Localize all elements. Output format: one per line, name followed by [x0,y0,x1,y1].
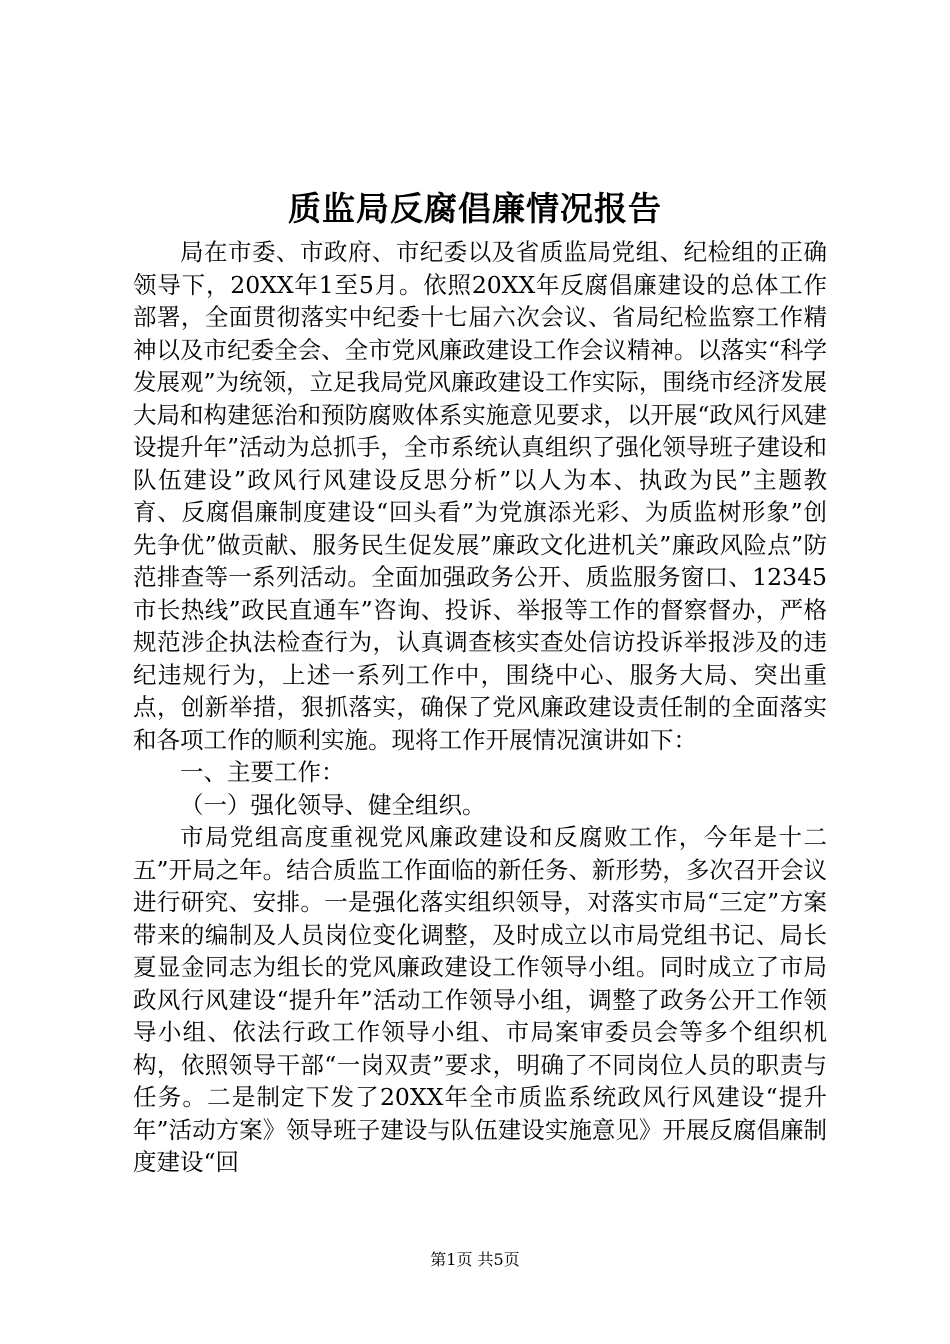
section-heading-main-work: 一、主要工作： [180,758,345,786]
paragraph-leadership: 市局党组高度重视党风廉政建设和反腐败工作，今年是十二五”开局之年。结合质监工作面临的新任务、新形势，多次召开会议进行研究、安排。一是强化落实组织领导，对落实市局“三定”方案带来的编制及人员岗位变化调整，及时成立以市局党组书记、局长夏显金同志为组长的党风廉政建设工作领导小组。同时成立了市局政风行风建设“提升年”活动工作领导小组，调整了政务公开工作领导小组、依法行政工作领导小组、市局案审委员会等多个组织机构，依照领导干部“一岗双责”要求，明确了不同岗位人员的职责与任务。二是制定下发了20XX年全市质监系统政风行风建设“提升年”活动方案》领导班子建设与队伍建设实施意见》开展反腐倡廉制度建设“回 [133,823,827,1176]
paragraph-intro: 局在市委、市政府、市纪委以及省质监局党组、纪检组的正确领导下，20XX年1至5月。依照20XX年反腐倡廉建设的总体工作部署，全面贯彻落实中纪委十七届六次会议、省局纪检监察工作精神以及市纪委全会、全市党风廉政建设工作会议精神。以落实“科学发展观”为统领，立足我局党风廉政建设工作实际，围绕市经济发展大局和构建惩治和预防腐败体系实施意见要求，以开展“政风行风建设提升年”活动为总抓手，全市系统认真组织了强化领导班子建设和队伍建设”政风行风建设反思分析”以人为本、执政为民”主题教育、反腐倡廉制度建设“回头看”为党旗添光彩、为质监树形象”创先争优”做贡献、服务民生促发展”廉政文化进机关”廉政风险点”防范排查等一系列活动。全面加强政务公开、质监服务窗口、12345市长热线”政民直通车”咨询、投诉、举报等工作的督察督办，严格规范涉企执法检查行为，认真调查核实查处信访投诉举报涉及的违纪违规行为，上述一系列工作中，围绕中心、服务大局、突出重点，创新举措，狠抓落实，确保了党风廉政建设责任制的全面落实和各项工作的顺利实施。现将工作开展情况演讲如下： [133,238,827,754]
subsection-heading-leadership: （一）强化领导、健全组织。 [180,790,486,819]
document-title: 质监局反腐倡廉情况报告 [288,189,662,228]
page-footer: 第1页 共5页 [430,1250,520,1269]
document-body [133,236,827,1179]
